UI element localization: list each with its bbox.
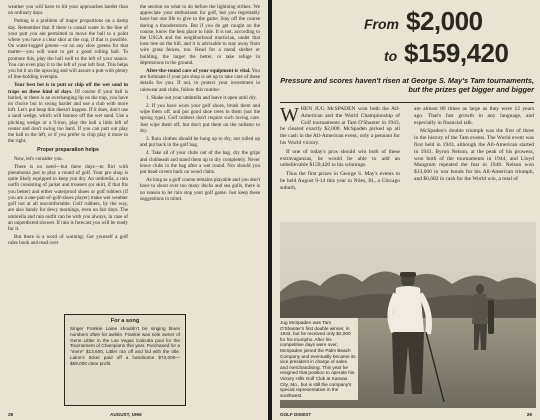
paragraph: Thus the first prizes in George S. May's events to be held August 9-14 this year in Niles, Ill., a Chicago suburb, — [280, 171, 400, 191]
paragraph: are almost 80 times as large as they were 12 years ago. That's fast growth in any language, and especially in financial talk. — [414, 106, 534, 126]
article-deck: Pressure and scores haven't risen at George S. May's Tam tournaments, but the prizes get bigger and bigger — [280, 76, 534, 94]
left-page — [0, 0, 268, 420]
right-column-2 — [414, 106, 534, 185]
left-column-1 — [8, 4, 128, 249]
subhead: Proper preparation helps — [37, 147, 99, 154]
issue-date: AUGUST, 1956 — [110, 412, 142, 417]
title-from: From — [364, 16, 399, 32]
paragraph: Putting is a problem of major proportions on a damp day. Remember that if there is casual water in the line of your putt you are permitted to move the ball to a point where you have a clear shot at the cup, if that is possible. On water-logged greens—or on any slow greens for that matter—you will want to get a good rolling ball. To promote this, play the ball well to the left of your stance. You can even play it to the left of your left foot. This helps you hit it on the upswing and will assure a putt with plenty of line-holding overspin. — [8, 18, 128, 81]
bold-lead-rest: Of course if your ball is buried, or there is an overhanging lip on the trap, you have no choice but to swing harder and use a club with more loft. Let's put heap this doesn't happen. If it does, don't use a sand wedge, which will bounce off the wet sand. Use a pitching wedge or a 9-iron, play the ball a little left of center and don't swing too hard. If you can putt out play the ball to the left, or if you prefer to chip play it more to the right. — [8, 88, 128, 145]
step: 4. Take all of your clubs out of the bag, dry the grips and clubheads and stand them up to dry completely. Never leave clubs in the bag after a wet round. Nor should you put head covers back on wood clubs. — [140, 150, 260, 176]
title-line-2 — [384, 36, 536, 76]
page-number: 28 — [8, 412, 14, 417]
magazine-name: GOLF DIGEST — [280, 412, 312, 417]
step: 1. Shake out your umbrella and leave it open until dry. — [146, 94, 257, 101]
paragraph: But there is a word of warning: Get yourself a golf rules book and read over — [8, 234, 128, 247]
right-page — [272, 0, 540, 420]
paragraph: McSpaden's double triumph was the first of three in the history of the Tam events. The World event was first held in 1943, although the All-American started in 1941. Byron Nelson, at the peak of his prowess, won both of the tournaments in 1944, and Lloyd Mangrum repeated the feat in 1948. Nelson won $13,600 in war bonds for his All-American triumph, and $6,682 in cash for the World win, a total of — [414, 128, 534, 182]
bold-lead: Your best bet is to putt or chip off the wet sand in traps on these kind of days. — [8, 82, 128, 95]
paragraph — [280, 106, 400, 147]
paragraph: If one of today's pros should win both of these extravaganzas, he would be able to add an unbelievable $159,420 to his winnings. — [280, 148, 400, 169]
paragraph — [140, 68, 260, 93]
step: 2. If you have worn your golf shoes, brush them and wipe them off, and put good shoe trees in them (not the spring type). Golf rubbers don't require such loving care. Just wipe them off, but don't put them on the radiator to dry. — [140, 103, 260, 134]
right-column-1 — [280, 106, 400, 194]
title-to: to — [384, 48, 398, 64]
sidebar-heading: For a song — [110, 318, 140, 324]
paragraph — [8, 82, 128, 144]
bold-lead: After-the-round care of your equipment is vital. — [146, 68, 251, 75]
left-column-2 — [140, 4, 260, 204]
divider — [280, 102, 534, 103]
sidebar-body: Singer Frankie Laine shouldn't be singing blues numbers often for awhile. Frankie was sole owner of Gene Littler in the Las Vegas Calcutta pool for the Tournament of Champions this year. Purchased for a "mere" $13,600, Littler ran off and hid with the title. Laine's ticket paid off a handsome $72,000—$59,000 clear profit. — [70, 326, 180, 366]
title-line-1 — [364, 4, 539, 34]
page-number: 29 — [526, 412, 532, 417]
title-amount-2: $159,420 — [404, 38, 509, 68]
paragraph: There is no need—but there days—to flirt with pneumonia just to play a round of golf. Your pro shop is quite likely equipped to keep you dry. An umbrella, a rain outfit consisting of jacket and trousers (or skirt, if that fits you better) and either waterproof shoes or golf rubbers (if you are a one-pair-of-golf-shoes player) make wet weather golf not at all uncomfortable. Golf rubbers, by the way, are also handy for dewy mornings, even on fair days. The umbrella and rain outfit can be with you always, in case of an unpredicted shower. If rain is forecast you will be ready for it. — [8, 163, 128, 232]
paragraph: weather you will have to hit your approaches harder than on ordinary days. — [8, 4, 128, 17]
sidebar-box — [64, 314, 186, 406]
photo-caption: Jug McSpaden was Tam O'Shanter's first double winner, in 1942, but he received only $2,000 for his triumphs. After his competitive days were over, McSpaden joined the Palm Beach Company and eventually became its vice president in charge of sales and merchandising. This year he resigned that position to operate his Victory Hills Golf Club at Kansas City, Mo., but is still the company's special representative in the southwest. — [280, 318, 358, 400]
bold-lead-rest: You are fortunate if your pro shop is set up to take care of these details for you. If not, to protect your investment in rainwear and clubs, follow this routine: — [140, 68, 260, 93]
paragraph: Now, let's consider you. — [14, 155, 63, 162]
step: 3. Rain clothes should be hung up to dry, not rolled up and put back in the golf bag. — [140, 136, 260, 149]
paragraph: the section on what to do before the lightning strikes. We appreciate your enthusiasm for golf, but you regrettably have but one life to give to the game. Stay off the course during a thunderstorm. But if you do get caught on the course, know the best place to hide. It is not, according to the USGA and the neighborhood mortician, under that lone tree on the hill, and it is advisable to stay away from wire grass fences, too. Head for a metal shelter or building, the larger the better, or take refuge in depressions in the ground. — [140, 4, 260, 66]
step: As long as a golf course remains playable and you don't have to shoot over too many ducks and sea gulls, there is no reason to let rain stop your golf game. Just keep these suggestions in mind. — [140, 177, 260, 202]
lead-paragraph: HEN JUG McSPADEN won both the All-American and the World Championship of Golf tournaments at Tam O'Shanter in 1943, he cleared exactly $2,000. McSpaden picked up all the cash in the All-American event, only a pennant for his World victory. — [280, 106, 400, 146]
drop-cap: W — [280, 104, 299, 126]
title-amount-1: $2,000 — [406, 6, 483, 36]
